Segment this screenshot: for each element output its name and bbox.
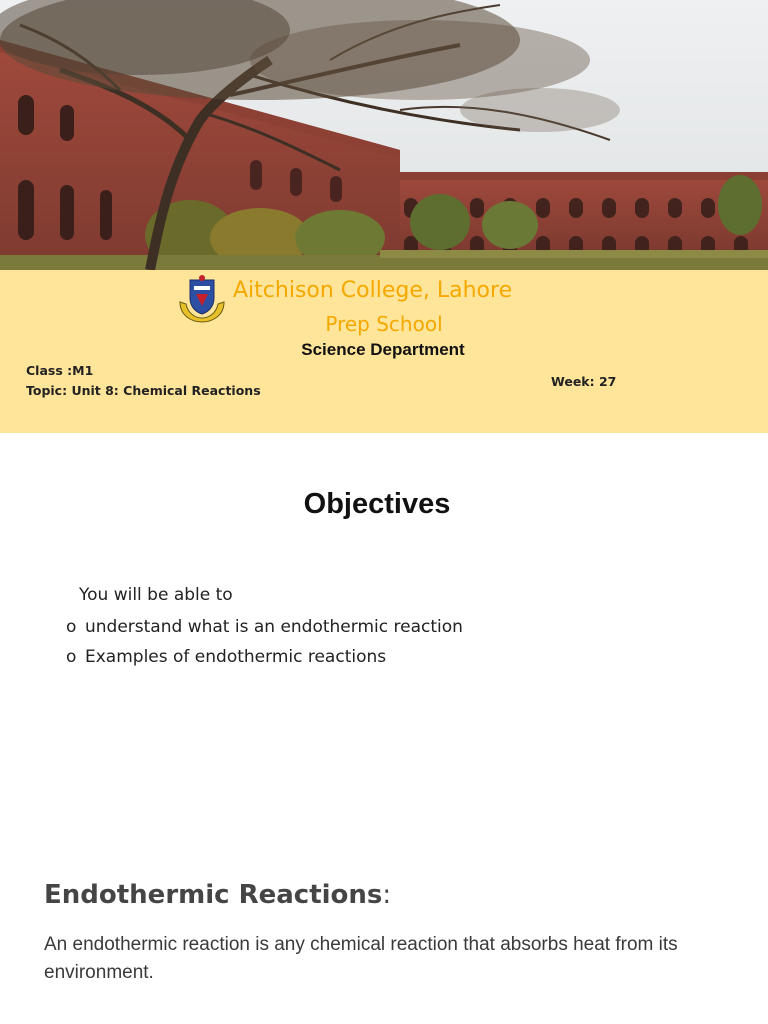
college-building-photo — [0, 0, 768, 270]
bullet-marker: o — [66, 647, 77, 667]
topic-label: Topic: Unit 8: Chemical Reactions — [26, 383, 261, 398]
school-name: Prep School — [325, 312, 443, 336]
class-label: Class :M1 — [26, 363, 94, 378]
objectives-intro: You will be able to — [79, 585, 233, 605]
department-name: Science Department — [301, 340, 465, 359]
section-definition: An endothermic reaction is any chemical reaction that absorbs heat from its environment. — [44, 934, 678, 983]
section-heading-colon: : — [382, 880, 392, 910]
building-photo-illustration — [0, 0, 768, 270]
section-heading — [44, 880, 391, 910]
list-item — [66, 647, 386, 667]
list-item — [66, 617, 463, 637]
objectives-title: Objectives — [303, 488, 451, 520]
week-label: Week: 27 — [551, 374, 617, 389]
list-item-text: understand what is an endothermic reaction — [85, 617, 463, 637]
college-name: Aitchison College, Lahore — [233, 278, 513, 303]
section-heading-text: Endothermic Reactions — [44, 880, 383, 910]
list-item-text: Examples of endothermic reactions — [85, 647, 387, 667]
bullet-marker: o — [66, 617, 77, 637]
